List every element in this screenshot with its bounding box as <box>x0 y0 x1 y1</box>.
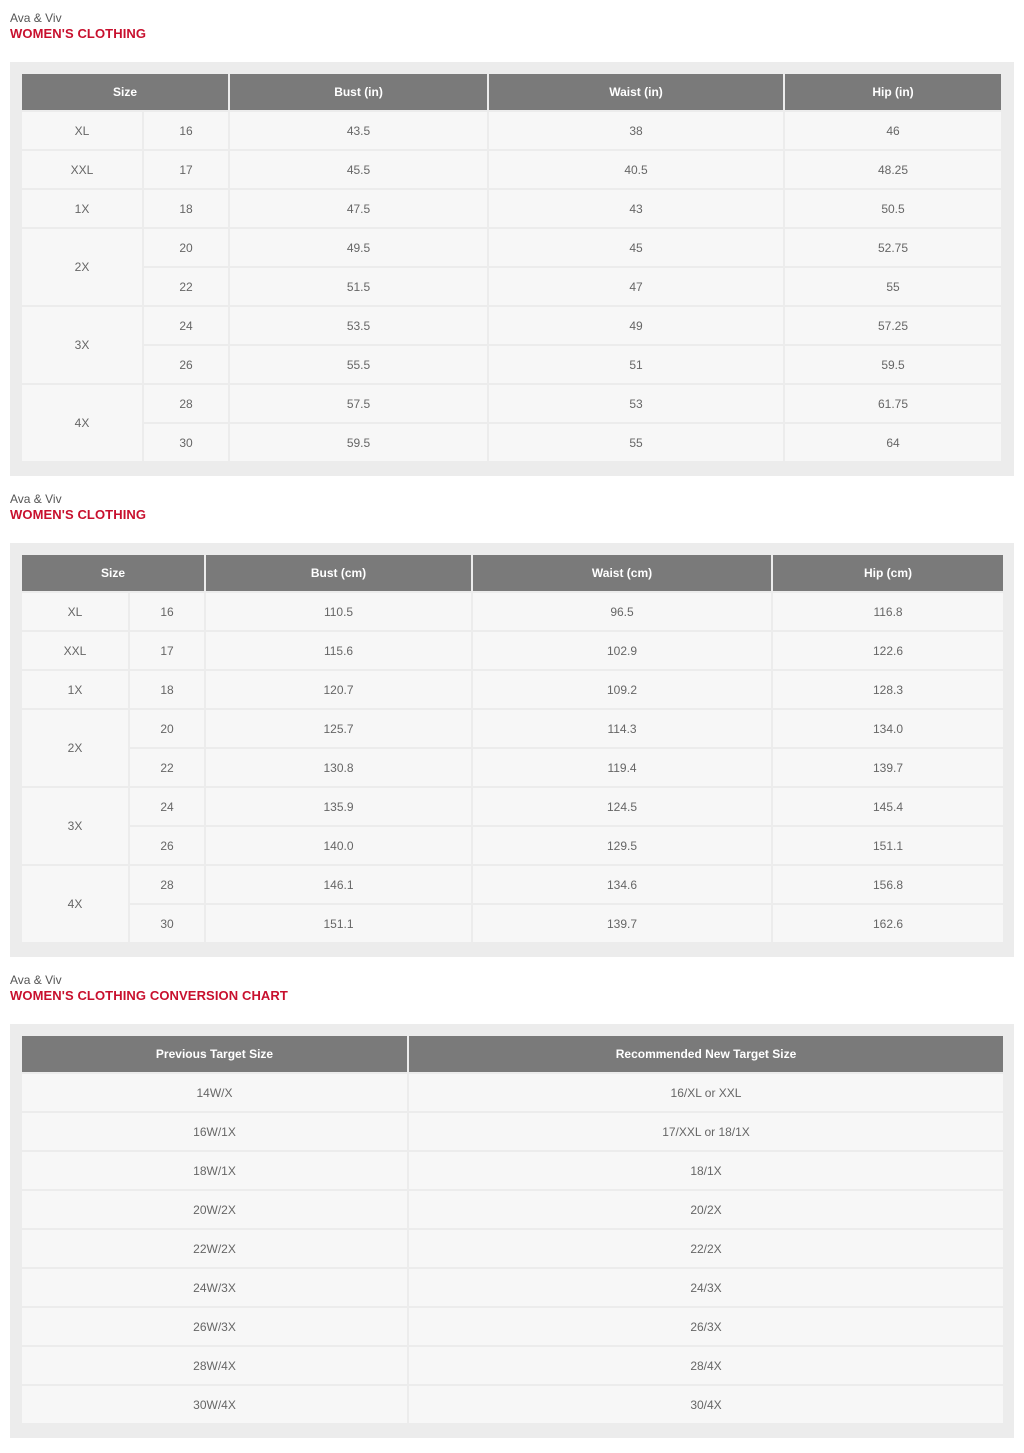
brand-name: Ava & Viv <box>10 492 62 506</box>
previous-size-cell: 24W/3X <box>22 1269 407 1306</box>
bust-cell: 59.5 <box>230 424 487 461</box>
new-size-cell: 24/3X <box>409 1269 1003 1306</box>
size-label-cell: 4X <box>22 385 142 461</box>
column-header-waist: Waist (cm) <box>473 555 771 591</box>
previous-size-cell: 30W/4X <box>22 1386 407 1423</box>
size-table-panel <box>10 543 1014 957</box>
numeric-size-cell: 24 <box>130 788 204 825</box>
conversion-table-panel <box>10 1024 1014 1438</box>
hip-cell: 57.25 <box>785 307 1001 344</box>
hip-cell: 64 <box>785 424 1001 461</box>
new-size-cell: 16/XL or XXL <box>409 1074 1003 1111</box>
waist-cell: 109.2 <box>473 671 771 708</box>
size-label-cell: XXL <box>22 151 142 188</box>
column-header-size: Size <box>22 555 204 591</box>
numeric-size-cell: 24 <box>144 307 228 344</box>
hip-cell: 134.0 <box>773 710 1003 747</box>
column-header-bust: Bust (cm) <box>206 555 471 591</box>
numeric-size-cell: 26 <box>144 346 228 383</box>
table-row <box>22 307 1001 344</box>
bust-cell: 53.5 <box>230 307 487 344</box>
bust-cell: 125.7 <box>206 710 471 747</box>
hip-cell: 50.5 <box>785 190 1001 227</box>
conversion-chart-section <box>0 962 1024 1442</box>
table-row <box>22 424 1001 461</box>
new-size-cell: 22/2X <box>409 1230 1003 1267</box>
hip-cell: 122.6 <box>773 632 1003 669</box>
previous-size-cell: 28W/4X <box>22 1347 407 1384</box>
previous-size-cell: 22W/2X <box>22 1230 407 1267</box>
numeric-size-cell: 26 <box>130 827 204 864</box>
waist-cell: 51 <box>489 346 783 383</box>
hip-cell: 46 <box>785 112 1001 149</box>
brand-name: Ava & Viv <box>10 973 62 987</box>
waist-cell: 124.5 <box>473 788 771 825</box>
table-row <box>22 1113 1003 1150</box>
table-row <box>22 190 1001 227</box>
table-row <box>22 593 1003 630</box>
hip-cell: 48.25 <box>785 151 1001 188</box>
hip-cell: 139.7 <box>773 749 1003 786</box>
hip-cell: 55 <box>785 268 1001 305</box>
numeric-size-cell: 18 <box>144 190 228 227</box>
waist-cell: 134.6 <box>473 866 771 903</box>
hip-cell: 145.4 <box>773 788 1003 825</box>
table-row <box>22 827 1003 864</box>
size-label-cell: 1X <box>22 671 128 708</box>
hip-cell: 52.75 <box>785 229 1001 266</box>
numeric-size-cell: 16 <box>144 112 228 149</box>
table-row <box>22 866 1003 903</box>
column-header-size: Size <box>22 74 228 110</box>
bust-cell: 115.6 <box>206 632 471 669</box>
waist-cell: 139.7 <box>473 905 771 942</box>
previous-size-cell: 16W/1X <box>22 1113 407 1150</box>
table-row <box>22 1074 1003 1111</box>
new-size-cell: 26/3X <box>409 1308 1003 1345</box>
previous-size-cell: 14W/X <box>22 1074 407 1111</box>
size-label-cell: 4X <box>22 866 128 942</box>
table-row <box>22 671 1003 708</box>
table-row <box>22 1269 1003 1306</box>
bust-cell: 43.5 <box>230 112 487 149</box>
bust-cell: 110.5 <box>206 593 471 630</box>
table-header-row <box>22 74 1001 110</box>
waist-cell: 45 <box>489 229 783 266</box>
hip-cell: 116.8 <box>773 593 1003 630</box>
table-row <box>22 346 1001 383</box>
bust-cell: 151.1 <box>206 905 471 942</box>
numeric-size-cell: 20 <box>130 710 204 747</box>
table-row <box>22 1308 1003 1345</box>
waist-cell: 40.5 <box>489 151 783 188</box>
table-row <box>22 632 1003 669</box>
waist-cell: 47 <box>489 268 783 305</box>
numeric-size-cell: 30 <box>130 905 204 942</box>
previous-size-cell: 26W/3X <box>22 1308 407 1345</box>
table-row <box>22 229 1001 266</box>
waist-cell: 119.4 <box>473 749 771 786</box>
new-size-cell: 18/1X <box>409 1152 1003 1189</box>
conversion-table <box>20 1034 1005 1425</box>
size-label-cell: 2X <box>22 710 128 786</box>
numeric-size-cell: 17 <box>144 151 228 188</box>
table-row <box>22 788 1003 825</box>
bust-cell: 140.0 <box>206 827 471 864</box>
previous-size-cell: 18W/1X <box>22 1152 407 1189</box>
hip-cell: 59.5 <box>785 346 1001 383</box>
bust-cell: 45.5 <box>230 151 487 188</box>
bust-cell: 49.5 <box>230 229 487 266</box>
table-header-row <box>22 1036 1003 1072</box>
waist-cell: 49 <box>489 307 783 344</box>
table-row <box>22 1347 1003 1384</box>
table-header-row <box>22 555 1003 591</box>
waist-cell: 53 <box>489 385 783 422</box>
bust-cell: 130.8 <box>206 749 471 786</box>
column-header-hip: Hip (in) <box>785 74 1001 110</box>
bust-cell: 57.5 <box>230 385 487 422</box>
bust-cell: 47.5 <box>230 190 487 227</box>
hip-cell: 162.6 <box>773 905 1003 942</box>
column-header-new-size: Recommended New Target Size <box>409 1036 1003 1072</box>
bust-cell: 55.5 <box>230 346 487 383</box>
size-label-cell: 3X <box>22 788 128 864</box>
size-label-cell: 1X <box>22 190 142 227</box>
numeric-size-cell: 22 <box>144 268 228 305</box>
size-label-cell: 2X <box>22 229 142 305</box>
size-label-cell: 3X <box>22 307 142 383</box>
table-row <box>22 268 1001 305</box>
table-row <box>22 1191 1003 1228</box>
bust-cell: 135.9 <box>206 788 471 825</box>
bust-cell: 146.1 <box>206 866 471 903</box>
numeric-size-cell: 20 <box>144 229 228 266</box>
size-label-cell: XXL <box>22 632 128 669</box>
column-header-previous-size: Previous Target Size <box>22 1036 407 1072</box>
waist-cell: 96.5 <box>473 593 771 630</box>
table-row <box>22 112 1001 149</box>
hip-cell: 151.1 <box>773 827 1003 864</box>
size-chart-cm-section <box>0 481 1024 961</box>
waist-cell: 102.9 <box>473 632 771 669</box>
new-size-cell: 28/4X <box>409 1347 1003 1384</box>
bust-cell: 120.7 <box>206 671 471 708</box>
column-header-hip: Hip (cm) <box>773 555 1003 591</box>
numeric-size-cell: 28 <box>130 866 204 903</box>
new-size-cell: 20/2X <box>409 1191 1003 1228</box>
waist-cell: 129.5 <box>473 827 771 864</box>
size-label-cell: XL <box>22 593 128 630</box>
table-row <box>22 749 1003 786</box>
hip-cell: 128.3 <box>773 671 1003 708</box>
numeric-size-cell: 17 <box>130 632 204 669</box>
table-row <box>22 710 1003 747</box>
table-row <box>22 1152 1003 1189</box>
section-title: WOMEN'S CLOTHING <box>10 26 147 41</box>
numeric-size-cell: 22 <box>130 749 204 786</box>
size-table-cm <box>20 553 1005 944</box>
numeric-size-cell: 28 <box>144 385 228 422</box>
table-row <box>22 1386 1003 1423</box>
previous-size-cell: 20W/2X <box>22 1191 407 1228</box>
section-title: WOMEN'S CLOTHING <box>10 507 147 522</box>
numeric-size-cell: 16 <box>130 593 204 630</box>
bust-cell: 51.5 <box>230 268 487 305</box>
column-header-bust: Bust (in) <box>230 74 487 110</box>
size-table-inches <box>20 72 1003 463</box>
brand-name: Ava & Viv <box>10 11 62 25</box>
section-title: WOMEN'S CLOTHING CONVERSION CHART <box>10 988 288 1003</box>
hip-cell: 61.75 <box>785 385 1001 422</box>
size-chart-inches-section <box>0 0 1024 480</box>
numeric-size-cell: 30 <box>144 424 228 461</box>
waist-cell: 38 <box>489 112 783 149</box>
waist-cell: 55 <box>489 424 783 461</box>
hip-cell: 156.8 <box>773 866 1003 903</box>
size-label-cell: XL <box>22 112 142 149</box>
column-header-waist: Waist (in) <box>489 74 783 110</box>
table-row <box>22 151 1001 188</box>
waist-cell: 114.3 <box>473 710 771 747</box>
table-row <box>22 1230 1003 1267</box>
new-size-cell: 30/4X <box>409 1386 1003 1423</box>
table-row <box>22 905 1003 942</box>
size-table-panel <box>10 62 1014 476</box>
numeric-size-cell: 18 <box>130 671 204 708</box>
table-row <box>22 385 1001 422</box>
new-size-cell: 17/XXL or 18/1X <box>409 1113 1003 1150</box>
waist-cell: 43 <box>489 190 783 227</box>
